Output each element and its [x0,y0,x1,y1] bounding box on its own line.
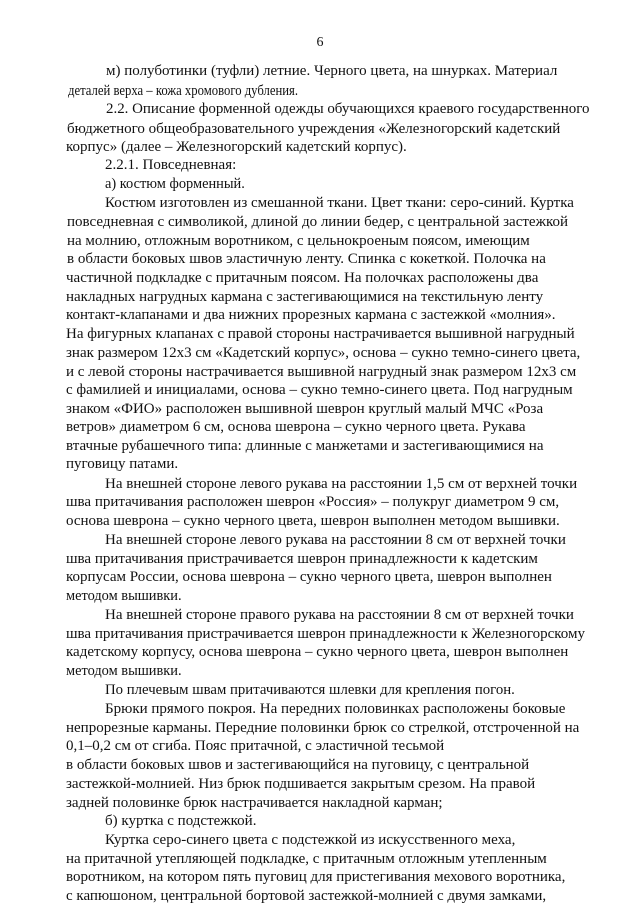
text-line: пуговицу патами. [66,456,179,472]
text-line: повседневная с символикой, длиной до линии бедер, с центральной застежкой [67,214,568,230]
text-line: втачные рубашечного типа: длинные с манжетами и застегивающимися на [66,438,544,454]
text-line: Куртка серо-синего цвета с подстежкой из искусственного меха, [105,832,516,848]
text-line: накладных нагрудных кармана с застегивающимися на текстильную ленту [66,289,544,305]
text-line: с капюшоном, центральной бортовой застежкой-молнией с двумя замками, [66,888,547,904]
text-line: методом вышивки. [66,663,182,679]
text-line: 2.2.1. Повседневная: [105,157,237,173]
text-line: На фигурных клапанах с правой стороны настрачивается вышивной нагрудный [66,326,575,342]
text-line: частичной подкладке с притачным поясом. На полочках расположены два [66,270,539,286]
text-line: На внешней стороне правого рукава на расстоянии 8 см от верхней точки [105,607,574,623]
text-line: контакт-клапанами и два нижних прорезных кармана с застежкой «молния». [66,307,556,323]
text-line: корпусам России, основа шеврона – сукно черного цвета, шеврон выполнен [66,569,552,585]
text-line: основа шеврона – сукно черного цвета, шеврон выполнен методом вышивки. [66,513,560,529]
text-line: на молнию, отложным воротником, с цельнокроеным поясом, имеющим [67,233,530,249]
text-line: а) костюм форменный. [105,176,245,192]
text-line: На внешней стороне левого рукава на расстоянии 8 см от верхней точки [105,532,566,548]
text-line: в области боковых швов эластичную ленту. Спинка с кокеткой. Полочка на [67,251,546,267]
page-number: 6 [316,35,324,50]
text-line: знак размером 12х3 см «Кадетский корпус», основа – сукно темно-синего цвета, [66,345,581,361]
text-line: шва притачивания пристрачивается шеврон принадлежности к кадетским [66,551,538,567]
text-line: б) куртка с подстежкой. [105,813,257,829]
text-line: кадетскому корпусу, основа шеврона – сукно черного цвета, шеврон выполнен [66,644,569,660]
text-line: шва притачивания пристрачивается шеврон принадлежности к Железногорскому [66,626,585,642]
text-line: 2.2. Описание форменной одежды обучающихся краевого государственного [106,101,590,117]
text-line: знаком «ФИО» расположен вышивной шеврон круглый малый МЧС «Роза [66,401,544,417]
text-line: деталей верха – кожа хромового дубления. [68,83,299,99]
text-line: застежкой-молнией. Низ брюк подшивается закрытым срезом. На правой [66,776,536,792]
text-line: Брюки прямого покроя. На передних половинках расположены боковые [105,701,566,717]
text-line: м) полуботинки (туфли) летние. Черного цвета, на шнурках. Материал [106,63,558,79]
text-line: 0,1–0,2 см от сгиба. Пояс притачной, с эластичной тесьмой [66,738,445,754]
text-line: шва притачивания расположен шеврон «Россия» – полукруг диаметром 9 см, [66,494,560,510]
text-line: непрорезные карманы. Передние половинки брюк со стрелкой, отстроченной на [66,720,580,736]
text-line: методом вышивки. [66,588,182,604]
text-line: и с левой стороны настрачивается вышивной нагрудный знак размером 12х3 см [66,364,577,380]
text-line: на притачной утепляющей подкладке, с притачным отложным утепленным [66,851,547,867]
text-line: По плечевым швам притачиваются шлевки для крепления погон. [105,682,515,698]
text-line: воротником, на котором пять пуговиц для пристегивания мехового воротника, [66,869,566,885]
text-line: задней половинке брюк настрачивается накладной карман; [66,795,443,811]
text-line: На внешней стороне левого рукава на расстоянии 1,5 см от верхней точки [105,476,578,492]
text-line: бюджетного общеобразовательного учреждения «Железногорский кадетский [67,121,561,137]
text-line: корпус» (далее – Железногорский кадетский корпус). [66,139,407,155]
text-line: Костюм изготовлен из смешанной ткани. Цвет ткани: серо-синий. Куртка [105,195,574,211]
text-line: в области боковых швов и застегивающийся на пуговицу, с центральной [66,757,530,773]
text-line: с фамилией и инициалами, основа – сукно темно-синего цвета. Под нагрудным [66,382,573,398]
text-line: ветров» диаметром 6 см, основа шеврона – сукно черного цвета. Рукава [66,419,526,435]
